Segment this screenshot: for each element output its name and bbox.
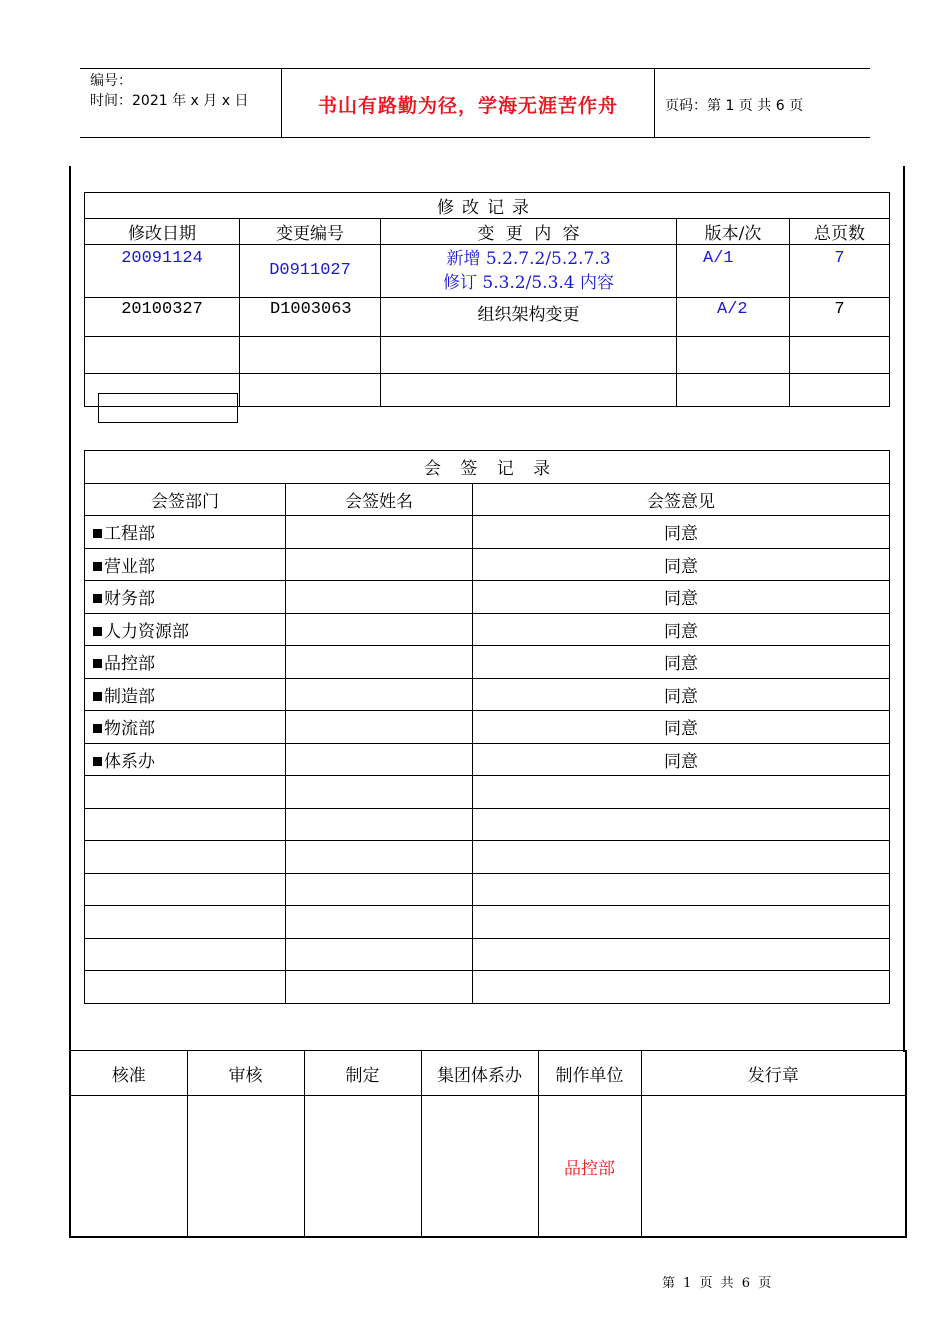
opinion: 同意 bbox=[473, 678, 890, 711]
page-info: 页码：第 1 页 共 6 页 bbox=[665, 98, 804, 114]
revision-content: 组织架构变更 bbox=[381, 298, 677, 337]
revision-version: A/2 bbox=[677, 298, 790, 337]
empty-box bbox=[98, 393, 238, 423]
col-header-pages: 总页数 bbox=[790, 219, 890, 245]
table-row-empty bbox=[85, 938, 890, 971]
dept-cell bbox=[85, 548, 286, 581]
col-header-name: 会签姓名 bbox=[286, 483, 473, 516]
approve-signature-cell bbox=[70, 1096, 187, 1238]
number-label: 编号： bbox=[90, 73, 132, 89]
table-row bbox=[85, 613, 890, 646]
signer-name bbox=[286, 646, 473, 679]
revision-title: 修改记录 bbox=[85, 193, 890, 219]
opinion: 同意 bbox=[473, 711, 890, 744]
signer-name bbox=[286, 711, 473, 744]
revision-date: 20100327 bbox=[85, 298, 240, 337]
opinion: 同意 bbox=[473, 646, 890, 679]
opinion: 同意 bbox=[473, 516, 890, 549]
table-row bbox=[85, 646, 890, 679]
square-bullet-icon bbox=[93, 594, 102, 603]
col-header-content: 变 更 内 容 bbox=[381, 219, 677, 245]
approve-header: 核准 bbox=[70, 1051, 187, 1096]
signer-name bbox=[286, 613, 473, 646]
table-row-empty bbox=[85, 906, 890, 939]
table-row-empty bbox=[85, 776, 890, 809]
square-bullet-icon bbox=[93, 724, 102, 733]
col-header-dept: 会签部门 bbox=[85, 483, 286, 516]
table-row-empty bbox=[85, 808, 890, 841]
square-bullet-icon bbox=[93, 529, 102, 538]
table-row-empty bbox=[85, 841, 890, 874]
revision-code: D0911027 bbox=[240, 245, 381, 298]
approval-table bbox=[69, 1050, 907, 1238]
draft-header: 制定 bbox=[304, 1051, 421, 1096]
signoff-title: 会 签 记 录 bbox=[85, 451, 890, 484]
revision-content bbox=[381, 245, 677, 298]
revision-pages: 7 bbox=[790, 245, 890, 298]
opinion: 同意 bbox=[473, 581, 890, 614]
frame-left-border bbox=[69, 166, 71, 1052]
table-row bbox=[85, 548, 890, 581]
revision-date: 20091124 bbox=[85, 245, 240, 298]
review-signature-cell bbox=[187, 1096, 304, 1238]
table-row bbox=[85, 711, 890, 744]
issuing-unit-value: 品控部 bbox=[538, 1096, 641, 1238]
issue-stamp-cell bbox=[641, 1096, 906, 1238]
revision-pages: 7 bbox=[790, 298, 890, 337]
draft-signature-cell bbox=[304, 1096, 421, 1238]
revision-version: A/1 bbox=[677, 245, 790, 298]
table-row bbox=[85, 245, 890, 298]
signer-name bbox=[286, 678, 473, 711]
signoff-table bbox=[84, 450, 890, 1004]
col-header-date: 修改日期 bbox=[85, 219, 240, 245]
dept-cell bbox=[85, 743, 286, 776]
table-row bbox=[85, 581, 890, 614]
group-system-signature-cell bbox=[421, 1096, 538, 1238]
dept-name: 体系办 bbox=[104, 751, 155, 772]
square-bullet-icon bbox=[93, 627, 102, 636]
square-bullet-icon bbox=[93, 692, 102, 701]
signer-name bbox=[286, 581, 473, 614]
revision-table bbox=[84, 192, 890, 407]
dept-cell bbox=[85, 516, 286, 549]
opinion: 同意 bbox=[473, 613, 890, 646]
header-meta-cell bbox=[80, 69, 282, 137]
revision-code: D1003063 bbox=[240, 298, 381, 337]
table-row-empty bbox=[85, 337, 890, 374]
square-bullet-icon bbox=[93, 757, 102, 766]
table-row bbox=[85, 516, 890, 549]
col-header-opinion: 会签意见 bbox=[473, 483, 890, 516]
square-bullet-icon bbox=[93, 562, 102, 571]
issue-stamp-header: 发行章 bbox=[641, 1051, 906, 1096]
dept-name: 工程部 bbox=[104, 524, 155, 545]
signer-name bbox=[286, 743, 473, 776]
table-row bbox=[85, 678, 890, 711]
dept-cell bbox=[85, 678, 286, 711]
revision-content-line1: 新增 5.2.7.2/5.2.7.3 bbox=[446, 249, 611, 269]
header-page-cell bbox=[655, 69, 870, 137]
dept-name: 品控部 bbox=[104, 654, 155, 675]
table-row bbox=[85, 298, 890, 337]
table-row-empty bbox=[85, 873, 890, 906]
frame-right-border bbox=[903, 166, 905, 1052]
issuing-unit-header: 制作单位 bbox=[538, 1051, 641, 1096]
signer-name bbox=[286, 516, 473, 549]
dept-name: 人力资源部 bbox=[104, 621, 189, 642]
header-motto-cell bbox=[282, 69, 655, 137]
table-row bbox=[85, 743, 890, 776]
opinion: 同意 bbox=[473, 743, 890, 776]
square-bullet-icon bbox=[93, 659, 102, 668]
group-system-header: 集团体系办 bbox=[421, 1051, 538, 1096]
motto: 书山有路勤为径，学海无涯苦作舟 bbox=[317, 95, 618, 117]
review-header: 审核 bbox=[187, 1051, 304, 1096]
col-header-code: 变更编号 bbox=[240, 219, 381, 245]
dept-cell bbox=[85, 646, 286, 679]
col-header-version: 版本/次 bbox=[677, 219, 790, 245]
table-row-empty bbox=[85, 971, 890, 1004]
dept-name: 营业部 bbox=[104, 556, 155, 577]
signer-name bbox=[286, 548, 473, 581]
document-header bbox=[80, 68, 870, 138]
dept-cell bbox=[85, 581, 286, 614]
dept-name: 物流部 bbox=[104, 719, 155, 740]
dept-cell bbox=[85, 711, 286, 744]
revision-content-line2: 修订 5.3.2/5.3.4 内容 bbox=[442, 273, 615, 293]
dept-name: 制造部 bbox=[104, 686, 155, 707]
dept-cell bbox=[85, 613, 286, 646]
time-label: 时间：2021 年 x 月 x 日 bbox=[90, 93, 249, 109]
page-footer: 第 1 页 共 6 页 bbox=[662, 1276, 772, 1291]
dept-name: 财务部 bbox=[104, 589, 155, 610]
opinion: 同意 bbox=[473, 548, 890, 581]
